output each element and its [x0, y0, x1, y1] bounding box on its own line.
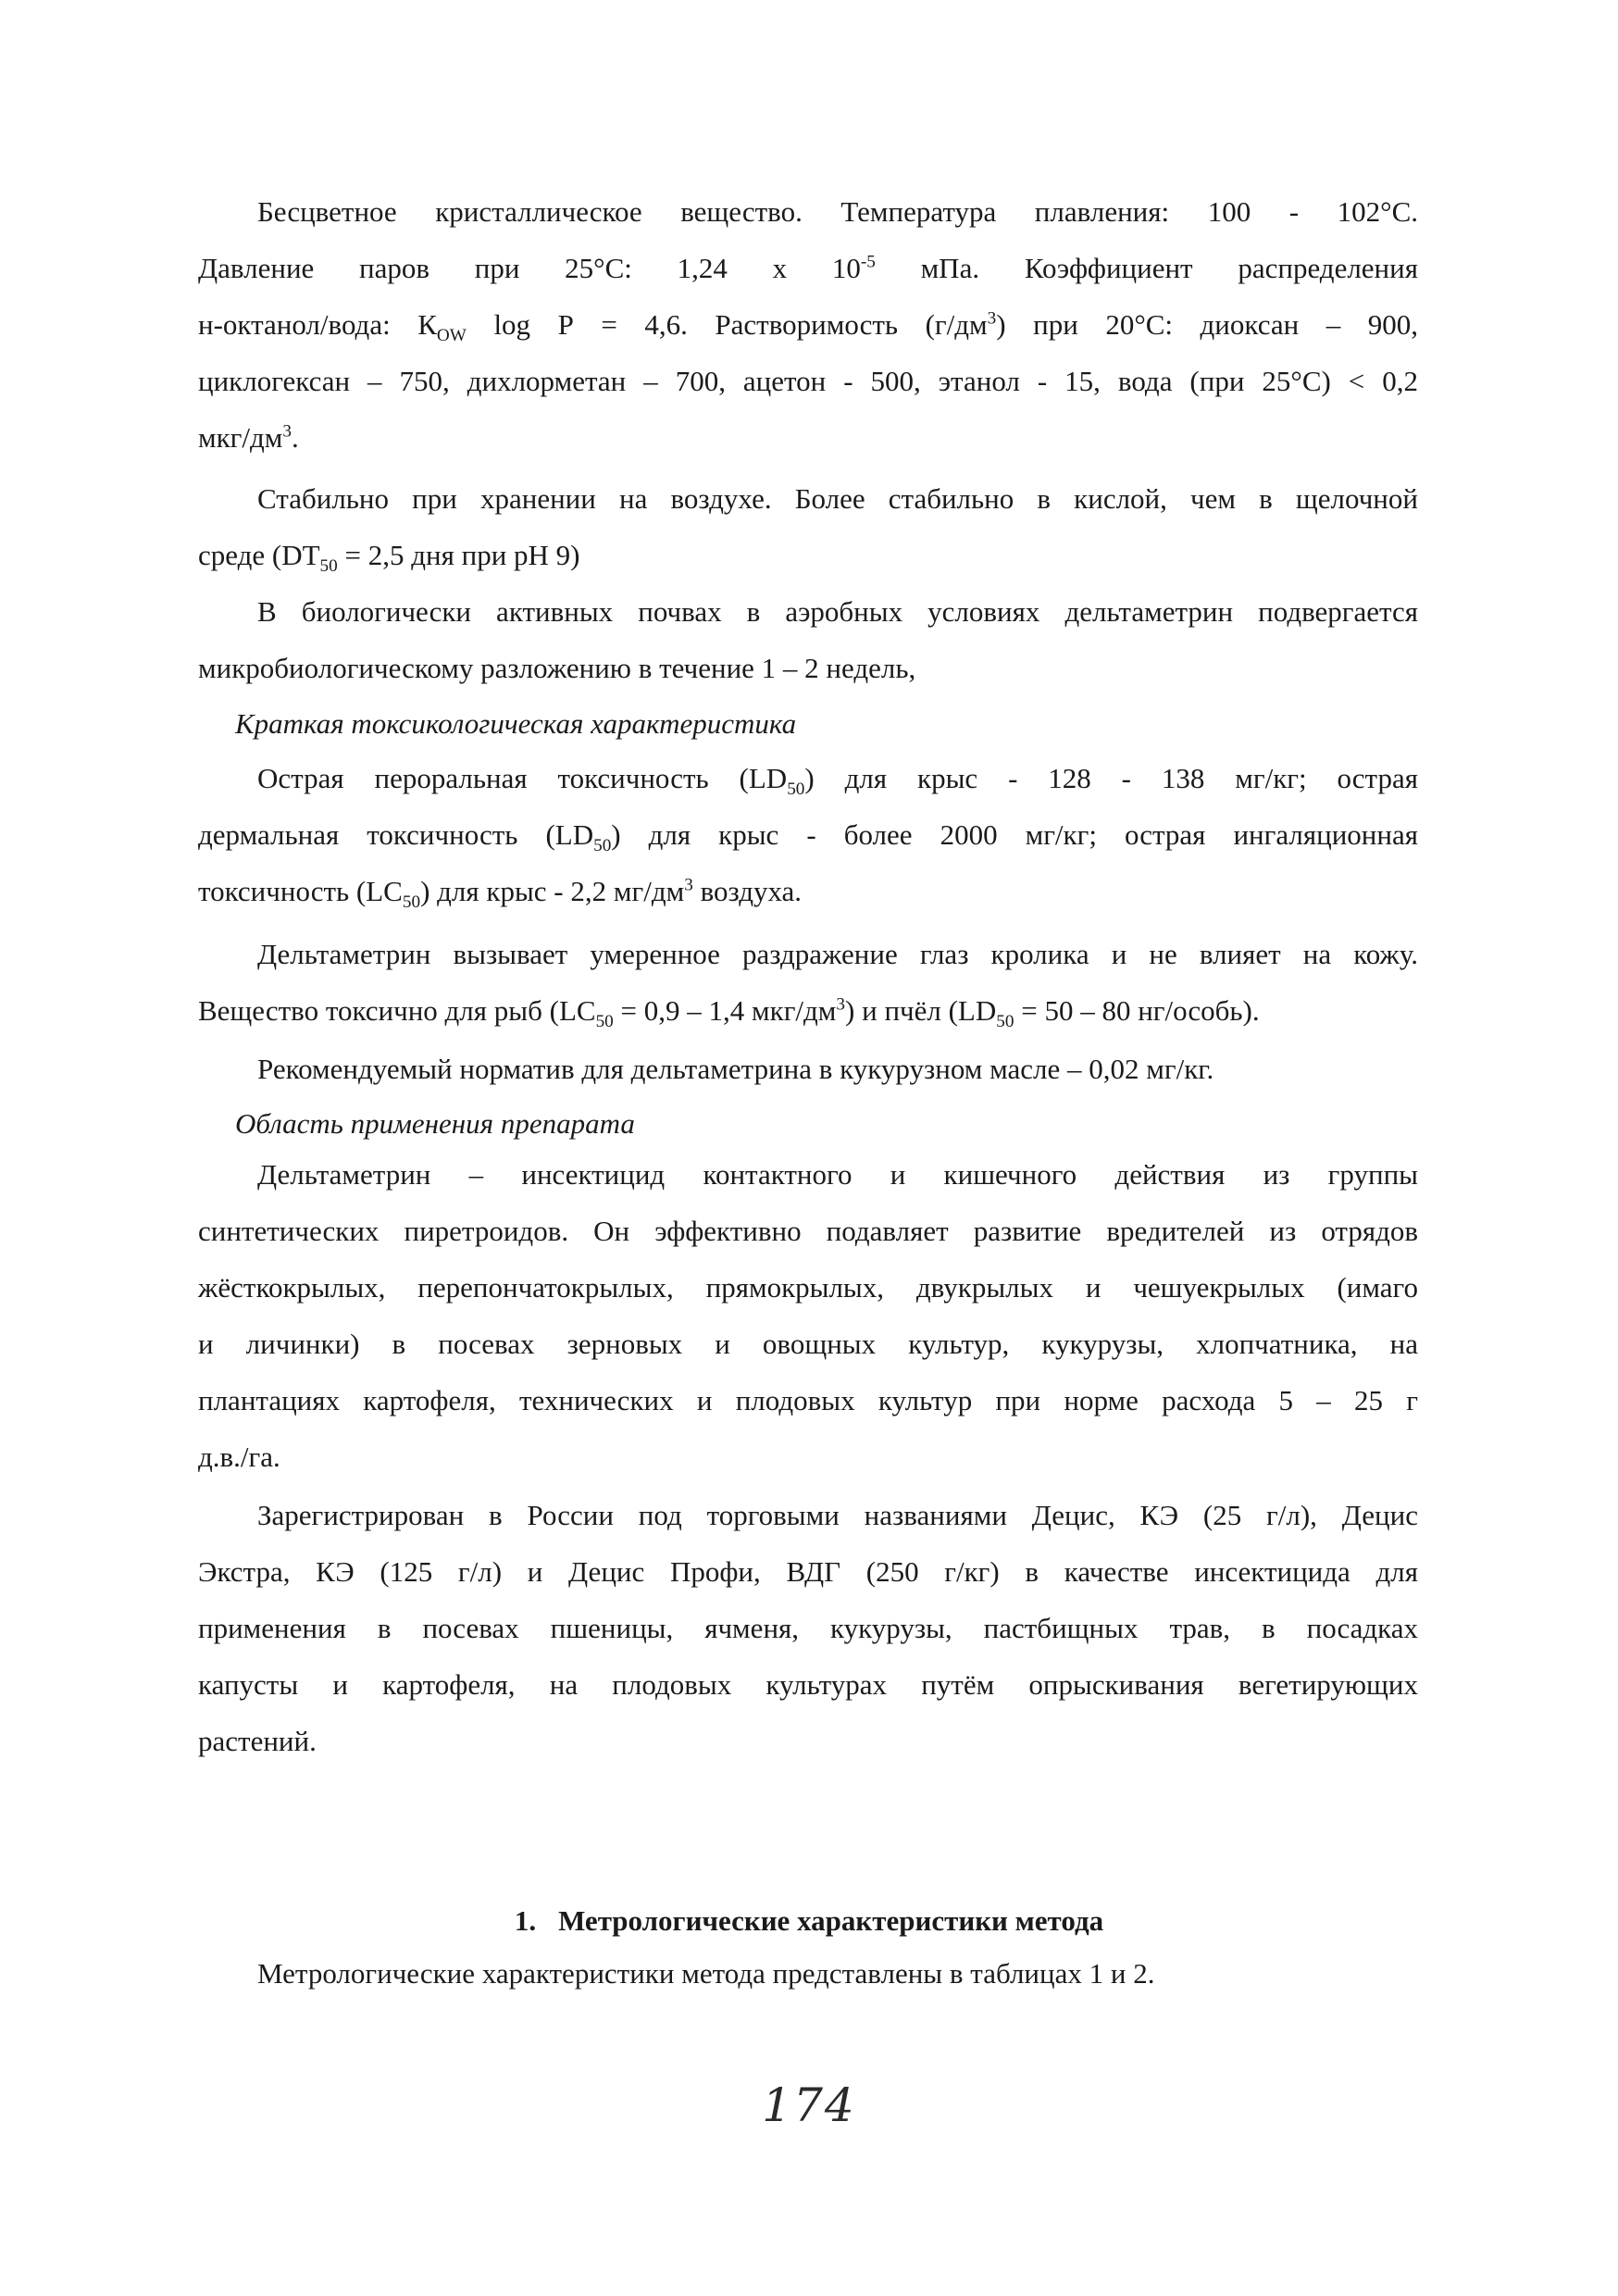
paragraph-irritation — [198, 926, 1418, 1039]
text-line: Стабильно при хранении на воздухе. Более стабильно в кислой, чем в щелочной — [257, 482, 1418, 515]
text-line: Рекомендуемый норматив для дельтаметрина в кукурузном масле – 0,02 мг/кг. — [257, 1053, 1214, 1085]
paragraph-application — [198, 1146, 1418, 1485]
text-line: дермальная токсичность $(LD_{50})$ для крыс - более 2000 мг/кг; острая ингаляционная — [198, 818, 1418, 856]
section-number: 1. — [514, 1904, 537, 1937]
paragraph-norm — [198, 1041, 1418, 1097]
paragraph-acute-toxicity — [198, 750, 1418, 919]
page-number: 174 — [762, 2078, 856, 2132]
paragraph-registration — [198, 1487, 1418, 1769]
text-line: Дельтаметрин – инсектицид контактного и кишечного действия из группы — [257, 1158, 1418, 1191]
text-line: жёсткокрылых, перепончатокрылых, прямокрылых, двукрылых и чешуекрылых (имаго — [198, 1271, 1418, 1304]
text-line: микробиологическому разложению в течение 1 – 2 недель, — [198, 652, 916, 684]
text-line: токсичность $(LC_{50})$ для крыс - 2,2 $мг/дм^3$ воздуха. — [198, 875, 803, 913]
text-line: синтетических пиретроидов. Он эффективно подавляет развитие вредителей из отрядов — [198, 1215, 1418, 1247]
paragraph-physical-properties — [198, 183, 1418, 466]
section-title — [0, 1903, 1618, 1940]
text-line: д.в./га. — [198, 1441, 280, 1473]
text-line: растений. — [198, 1725, 317, 1757]
text-line: В биологически активных почвах в аэробных условиях дельтаметрин подвергается — [257, 595, 1418, 628]
text-line: мкг/$дм^3$. — [198, 421, 299, 454]
text-line: Бесцветное кристаллическое вещество. Температура плавления: 100 - 102°С. — [257, 195, 1418, 228]
section-text: Метрологические характеристики метода представлены в таблицах 1 и 2. — [257, 1957, 1155, 1990]
text-line: циклогексан – 750, дихлорметан – 700, ацетон - 500, этанол - 15, вода (при 25°С) < 0,2 — [198, 365, 1418, 397]
paragraph-stability — [198, 470, 1418, 583]
text-line: применения в посевах пшеницы, ячменя, кукурузы, пастбищных трав, в посадках — [198, 1612, 1418, 1644]
section-title-text: Метрологические характеристики метода — [558, 1904, 1104, 1937]
heading-toxicology: Краткая токсикологическая характеристика — [235, 707, 797, 740]
text-line: Экстра, КЭ (125 г/л) и Децис Профи, ВДГ (250 г/кг) в качестве инсектицида для — [198, 1555, 1418, 1588]
text-line: плантациях картофеля, технических и плодовых культур при норме расхода 5 – 25 г — [198, 1384, 1418, 1416]
text-line: Зарегистрирован в России под торговыми названиями Децис, КЭ (25 г/л), Децис — [257, 1499, 1418, 1531]
text-line: Дельтаметрин вызывает умеренное раздражение глаз кролика и не влияет на кожу. — [257, 938, 1418, 970]
text-line: среде ($DT_{50} = 2,5$ дня при pH 9) — [198, 539, 580, 577]
text-line: Давление паров при 25°С: 1,24 х $10^{-5}$ мПа. Коэффициент распределения — [198, 252, 1419, 284]
paragraph-soil-degradation — [198, 583, 1418, 696]
text-line: капусты и картофеля, на плодовых культурах путём опрыскивания вегетирующих — [198, 1668, 1418, 1701]
heading-application: Область применения препарата — [235, 1107, 635, 1140]
text-line: Вещество токсично для рыб ($LC_{50} = 0,9 - 1,4$ мкг/$дм^3$) и пчёл ($LD_{50} = 50 - 80$ нг/особь). — [198, 994, 1260, 1032]
text-line: и личинки) в посевах зерновых и овощных культур, кукурузы, хлопчатника, на — [198, 1328, 1418, 1360]
text-line: Острая пероральная токсичность $(LD_{50})$ для крыс - 128 - 138 мг/кг; острая — [257, 762, 1418, 800]
text-line: н-октанол/вода: $К_{OW}$ log Р = 4,6. Растворимость $(г/дм^3)$ при 20°С: диоксан – 900, — [198, 308, 1418, 346]
